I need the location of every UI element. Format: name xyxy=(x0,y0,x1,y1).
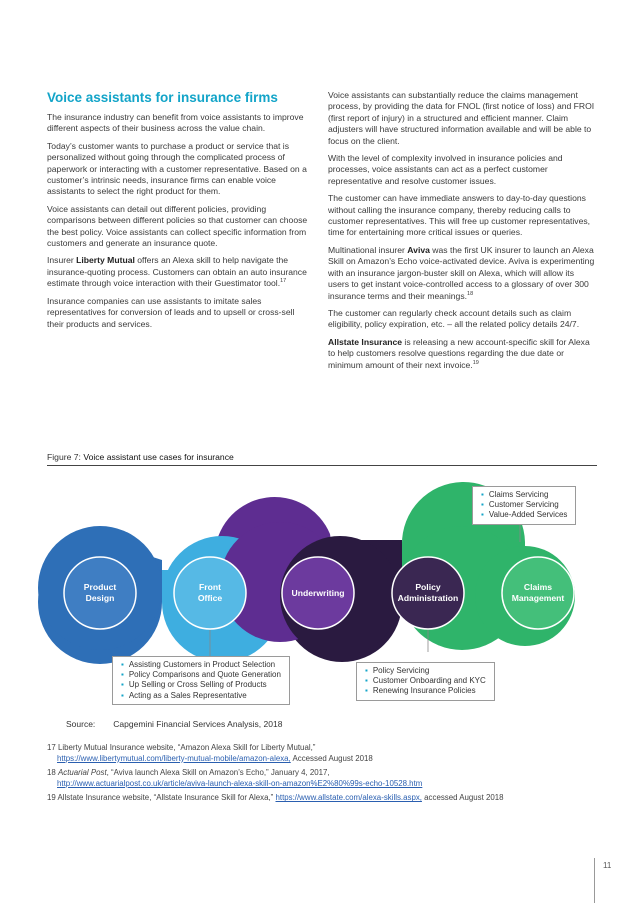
stage-label: Claims xyxy=(523,582,553,592)
paragraph: With the level of complexity involved in insurance policies and processes, voice assistants can act as a perfect customer representative and resolve customer issues. xyxy=(328,153,563,186)
paragraph: Insurance companies can use assistants to imitate sales representatives for conversion of leads and to upsell or cross-sell their products and services. xyxy=(47,295,295,329)
company-name: Liberty Mutual xyxy=(76,255,135,266)
company-name: Allstate Insurance xyxy=(328,336,403,347)
figure-caption: Figure 7: Voice assistant use cases for insurance xyxy=(47,452,234,462)
right-column xyxy=(328,90,596,377)
section-title: Voice assistants for insurance firms xyxy=(47,90,278,105)
footnote-link[interactable]: https://www.allstate.com/alexa-skills.aspx, xyxy=(275,793,422,803)
footnote-ref: 18 xyxy=(467,290,474,297)
paragraph: The customer can regularly check account details such as claim eligibility, policy expiration, etc. – all the related policy details 24/7. xyxy=(328,307,580,330)
page-number-rule xyxy=(594,858,595,903)
footnote-19: 19 Allstate Insurance website, “Allstate Insurance Skill for Alexa,” https://www.allstate.com/alexa-skills.aspx, accessed August 2018 xyxy=(47,793,504,803)
footnote-link[interactable]: https://www.libertymutual.com/liberty-mutual-mobile/amazon-alexa, xyxy=(57,753,291,763)
footnote-18: 18 Actuarial Post, “Aviva launch Alexa Skill on Amazon’s Echo,” January 4, 2017, http://www.actuarialpost.co.uk/article/aviva-launch-alexa-skill-on-amazon%E2%80%99s-echo-10528.htm xyxy=(47,768,423,788)
list-item: ▪ Value-Added Services xyxy=(481,510,567,520)
policy-admin-use-cases-box xyxy=(356,662,495,701)
paragraph: The customer can have immediate answers to day-to-day questions without calling the insurance company, thereby reducing calls to customer representatives. This will free up customer representatives, time for entertaining more critical issues or queries. xyxy=(328,193,591,238)
list-item: ▪ Policy Comparisons and Quote Generation xyxy=(121,670,281,680)
list-item: ▪ Assisting Customers in Product Selection xyxy=(121,660,281,670)
left-column xyxy=(47,90,309,336)
list-item: ▪ Up Selling or Cross Selling of Products xyxy=(121,680,281,690)
stage-label: Administration xyxy=(397,593,459,603)
paragraph: Insurer Liberty Mutual offers an Alexa skill to help navigate the insurance-quoting process. Customers can obtain an auto insurance estimate through voice interaction with their Guestimator tool.$^{17}$ xyxy=(47,255,307,289)
stage-label: Product xyxy=(83,582,117,592)
stage-label: Design xyxy=(85,593,115,603)
stage-label: Front xyxy=(199,582,221,592)
front-office-use-cases-box xyxy=(112,656,290,705)
list-item: ▪ Claims Servicing xyxy=(481,490,567,500)
list-item: ▪ Customer Onboarding and KYC xyxy=(365,676,486,686)
paragraph: Multinational insurer Aviva was the first UK insurer to launch an Alexa Skill on Amazon’s Echo voice-activated device. Aviva is experimenting with an insurance jargon-buster skill on Alexa, which will allow its users to get instant voice-controlled access to a glossary of over 300 insurance terms and their meanings.$^{18}$ xyxy=(328,244,595,301)
footnotes xyxy=(47,743,607,808)
paragraph: The insurance industry can benefit from voice assistants to improve different aspects of their business across the value chain. xyxy=(47,112,304,134)
claims-use-cases-box xyxy=(472,486,576,525)
list-item: ▪ Policy Servicing xyxy=(365,666,486,676)
figure-rule xyxy=(47,465,597,466)
paragraph: Voice assistants can detail out different policies, providing comparisons between different policies so that customer can choose the best policy. Voice assistants can collect specific information from customers and generate an insurance quote. xyxy=(47,203,308,249)
footnote-17: 17 Liberty Mutual Insurance website, “Amazon Alexa Skill for Liberty Mutual,” https://www.libertymutual.com/liberty-mutual-mobile/amazon-alexa, Accessed August 2018 xyxy=(47,743,373,763)
page-number: 11 xyxy=(603,861,612,870)
list-item: ▪ Customer Servicing xyxy=(481,500,567,510)
stage-label: Management xyxy=(511,593,565,603)
stage-label: Office xyxy=(197,593,223,603)
paragraph: Today’s customer wants to purchase a product or service that is personalized without going through the complicated process of paperwork or interacting with a customer representative. Based on a customer’s intrinsic needs, insurance firms can enable voice assistants to select the right product for them. xyxy=(47,140,307,197)
footnote-link[interactable]: http://www.actuarialpost.co.uk/article/aviva-launch-alexa-skill-on-amazon%E2%80%99s-echo-10528.htm xyxy=(57,778,423,788)
figure-source: Source: Capgemini Financial Services Analysis, 2018 xyxy=(66,719,283,729)
stage-label: Underwriting xyxy=(291,588,345,598)
paragraph: Allstate Insurance is releasing a new account-specific skill for Alexa to help customers resolve questions regarding the due date or minimum amount of their next invoice.$^{19}$ xyxy=(328,336,590,370)
list-item: ▪ Acting as a Sales Representative xyxy=(121,691,281,701)
list-item: ▪ Renewing Insurance Policies xyxy=(365,686,486,696)
paragraph: Voice assistants can substantially reduce the claims management process, by providing the data for FNOL (first notice of loss) and FROI (first report of injury) in a structured and efficient manner. Claim adjusters will have structured information available and will be able to focus on the client. xyxy=(328,90,595,146)
footnote-ref: 17 xyxy=(280,278,287,285)
footnote-ref: 19 xyxy=(472,359,479,366)
company-name: Aviva xyxy=(407,244,430,255)
stage-label: Policy xyxy=(415,582,441,592)
